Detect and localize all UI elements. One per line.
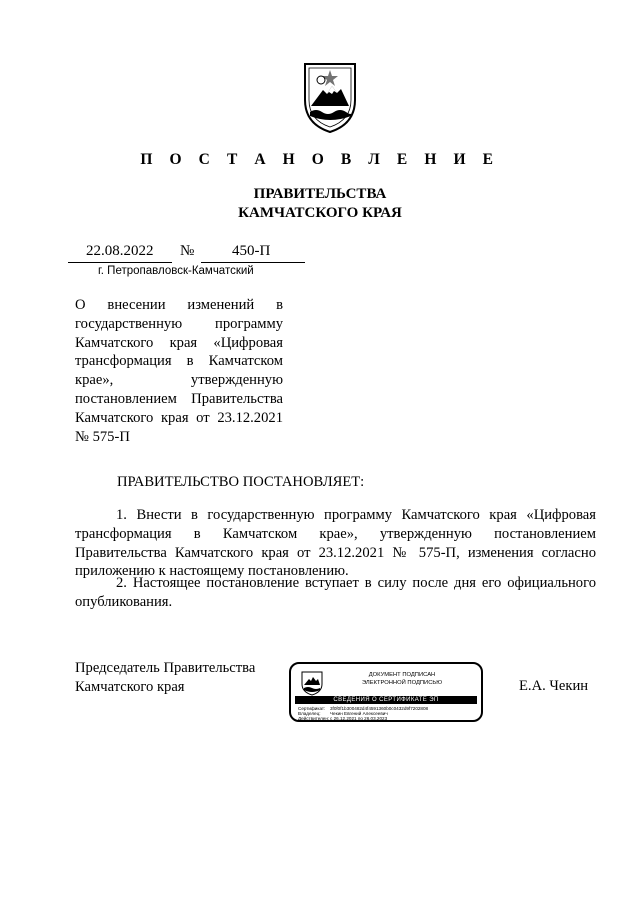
issuer-line-2: КАМЧАТСКОГО КРАЯ (238, 205, 402, 221)
resolution-heading: ПРАВИТЕЛЬСТВО ПОСТАНОВЛЯЕТ: (117, 474, 365, 490)
stamp-owner-label: Владелец: (298, 711, 321, 716)
stamp-cert-value: 3f0f0f1b300482d4f4591360b0c0432d9f7202808 (330, 706, 429, 711)
document-date: 22.08.2022 (86, 243, 154, 259)
number-sign: № (180, 243, 195, 259)
stamp-certificate-bar: СВЕДЕНИЯ О СЕРТИФИКАТЕ ЭП (295, 696, 477, 704)
signatory-position-line-1: Председатель Правительства (75, 660, 256, 676)
signatory-position (75, 659, 255, 697)
stamp-header-line-1: ДОКУМЕНТ ПОДПИСАН (368, 672, 436, 678)
electronic-signature-stamp (289, 662, 483, 722)
stamp-owner-value: Чекин Евгений Алексеевич (330, 711, 388, 716)
signatory-name: Е.А. Чекин (519, 678, 589, 694)
stamp-valid-value: с 26.12.2021 по 26.03.2023 (330, 716, 388, 721)
coat-of-arms-icon (301, 60, 359, 134)
city-name: г. Петропавловск-Камчатский (98, 265, 254, 277)
stamp-cert-label: Сертификат: (298, 706, 326, 711)
number-underline (201, 262, 305, 263)
signatory-position-line-2: Камчатского края (75, 678, 185, 695)
document-subject: О внесении изменений в государственную программу Камчатского края «Цифровая трансформация в Камчатском крае», утвержденную постановлением Правительства Камчатского края от 23.12.2021 № 575-П (75, 297, 283, 445)
stamp-header (327, 671, 477, 687)
stamp-coat-of-arms-icon (299, 670, 325, 696)
date-underline (68, 262, 172, 263)
paragraph-1: 1. Внести в государственную программу Камчатского края «Цифровая трансформация в Камчатском крае», утвержденную постановлением Правительства Камчатского края от 23.12.2021 № 575-П, изменения согласно приложению к настоящему постановлению. (75, 507, 596, 580)
stamp-header-line-2: ЭЛЕКТРОННОЙ ПОДПИСЬЮ (361, 680, 443, 686)
document-number: 450-П (232, 243, 271, 259)
paragraph-2: 2. Настоящее постановление вступает в силу после дня его официального опубликования. (75, 575, 596, 610)
issuer-line-1: ПРАВИТЕЛЬСТВА (253, 186, 387, 202)
document-type-title: П О С Т А Н О В Л Е Н И Е (140, 151, 500, 168)
stamp-valid-row (298, 716, 477, 721)
stamp-valid-label: Действителен: (298, 716, 330, 721)
